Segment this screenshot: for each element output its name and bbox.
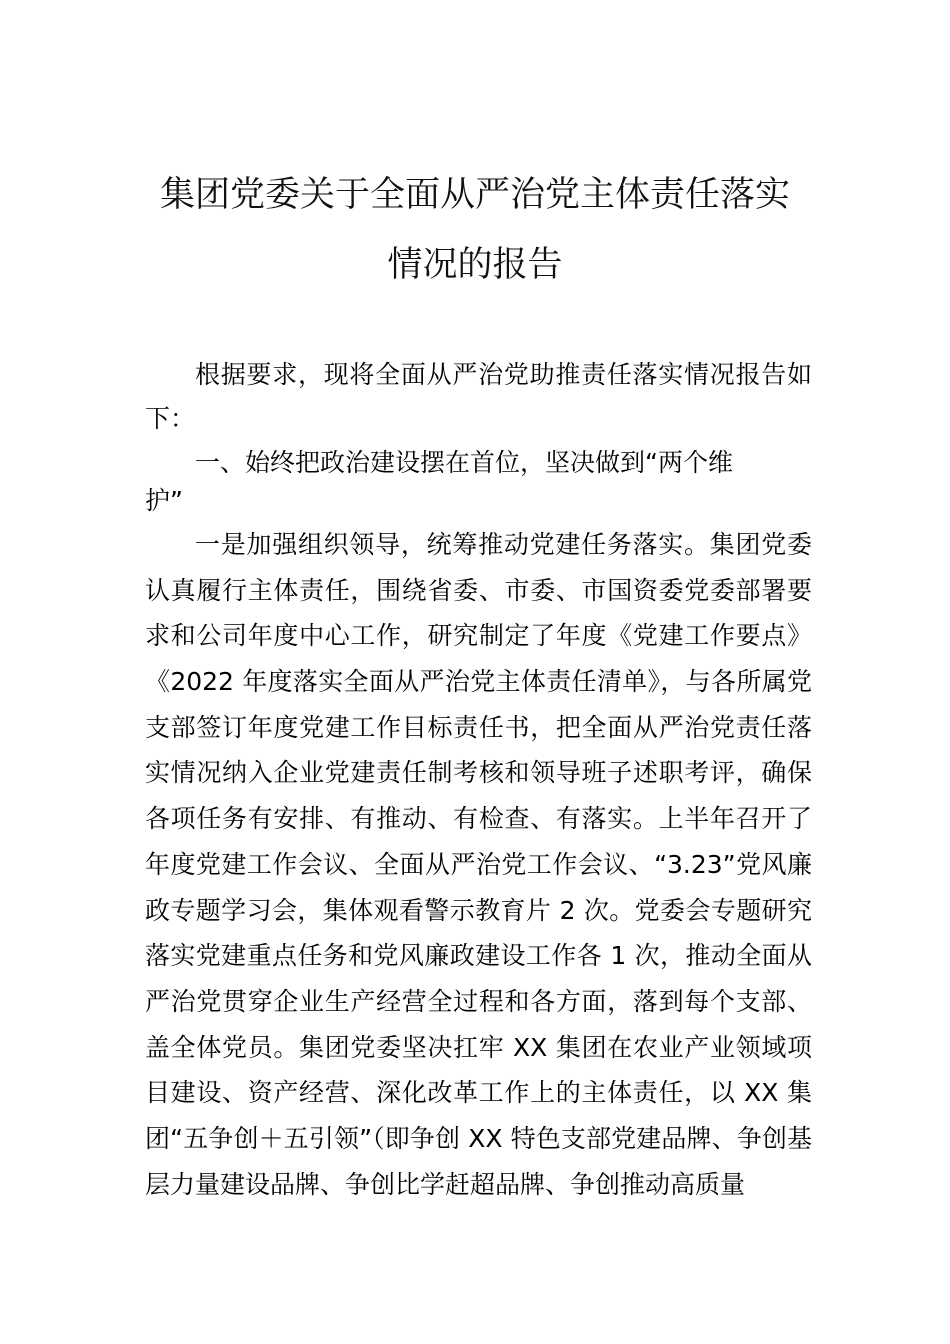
- paragraph-line: 层力量建设品牌、争创比学赶超品牌、争创推动高质量: [145, 1169, 746, 1199]
- paragraph-line: 盖全体党员。集团党委坚决扛牢 XX 集团在农业产业领域项: [145, 1032, 812, 1062]
- paragraph-line: 严治党贯穿企业生产经营全过程和各方面，落到每个支部、: [145, 986, 812, 1016]
- paragraph-line: 根据要求，现将全面从严治党助推责任落实情况报告如: [195, 360, 812, 389]
- paragraph-line: 认真履行主体责任，围绕省委、市委、市国资委党委部署要: [145, 575, 812, 605]
- paragraph-line: 一是加强组织领导，统筹推动党建任务落实。集团党委: [195, 530, 812, 559]
- paragraph-line: 年度党建工作会议、全面从严治党工作会议、“3.23”党风廉: [145, 849, 812, 879]
- paragraph-line: 下：: [145, 404, 196, 433]
- paragraph-line: 团“五争创＋五引领”（即争创 XX 特色支部党建品牌、争创基: [145, 1123, 812, 1153]
- section-heading-line: 一、始终把政治建设摆在首位，坚决做到“两个维: [195, 448, 733, 477]
- document-title-line: 集团党委关于全面从严治党主体责任落实: [159, 175, 790, 215]
- paragraph-line: 落实党建重点任务和党风廉政建设工作各 1 次，推动全面从: [145, 941, 812, 971]
- paragraph-line: 各项任务有安排、有推动、有检查、有落实。上半年召开了: [145, 804, 812, 834]
- paragraph-line: 求和公司年度中心工作，研究制定了年度《党建工作要点》: [145, 621, 812, 651]
- paragraph-line: 实情况纳入企业党建责任制考核和领导班子述职考评，确保: [145, 758, 812, 788]
- section-heading-line: 护”: [145, 486, 183, 515]
- intro-paragraph: [145, 353, 812, 441]
- section-heading: [145, 444, 812, 520]
- paragraph-line: 《2022 年度落实全面从严治党主体责任清单》，与各所属党: [145, 667, 812, 697]
- document-title-line: 情况的报告: [387, 245, 563, 285]
- paragraph-line: 目建设、资产经营、深化改革工作上的主体责任，以 XX 集: [145, 1078, 812, 1108]
- document-title: [0, 160, 950, 300]
- paragraph-line: 支部签订年度党建工作目标责任书，把全面从严治党责任落: [145, 712, 812, 742]
- body-paragraph: [145, 522, 812, 1207]
- paragraph-line: 政专题学习会，集体观看警示教育片 2 次。党委会专题研究: [145, 895, 812, 925]
